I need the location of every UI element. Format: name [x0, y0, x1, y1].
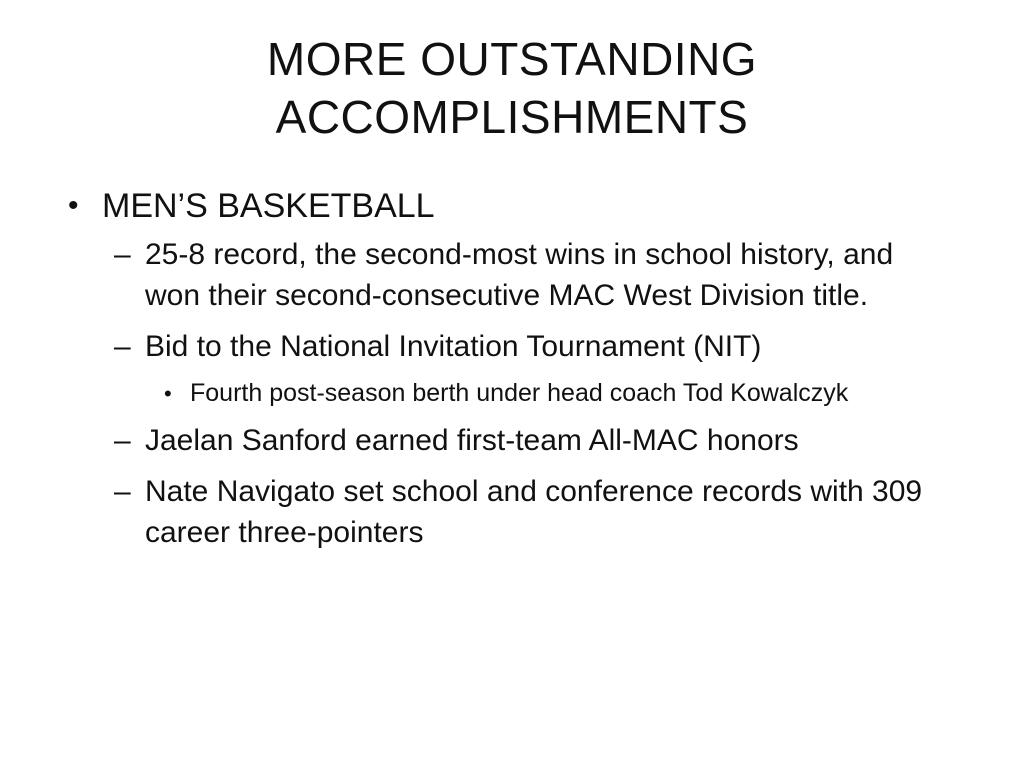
sub-bullet-record [62, 234, 962, 316]
dash-marker: – [114, 424, 131, 457]
dash-marker: – [114, 330, 131, 363]
dash-marker: – [114, 238, 131, 271]
sub-bullet-text: Bid to the National Invitation Tournament (NIT) [145, 330, 762, 363]
sub-bullet-nit-bid [62, 326, 962, 367]
sub-bullet-navigato [62, 471, 962, 553]
title-line-1: MORE OUTSTANDING [266, 33, 758, 85]
bullet-marker: • [68, 189, 79, 222]
bullet-item-mens-basketball [62, 184, 962, 228]
sub-bullet-text: Nate Navigato set school and conference records with 309 career three-pointers [145, 475, 923, 549]
sub-bullet-text: 25-8 record, the second-most wins in school history, and won their second-consecutive MAC West Division title. [145, 238, 894, 312]
sub-bullet-sanford [62, 420, 962, 461]
bullet-list [62, 184, 962, 563]
bullet-marker: • [164, 381, 172, 406]
sub-bullet-text: Jaelan Sanford earned first-team All-MAC honors [145, 424, 799, 457]
title-line-2: ACCOMPLISHMENTS [275, 91, 749, 143]
bullet-text: MEN’S BASKETBALL [102, 187, 435, 225]
sub-sub-bullet-text: Fourth post-season berth under head coach Tod Kowalczyk [190, 379, 849, 407]
sub-sub-bullet-postseason [62, 377, 962, 410]
slide-title [60, 30, 964, 146]
dash-marker: – [114, 475, 131, 508]
